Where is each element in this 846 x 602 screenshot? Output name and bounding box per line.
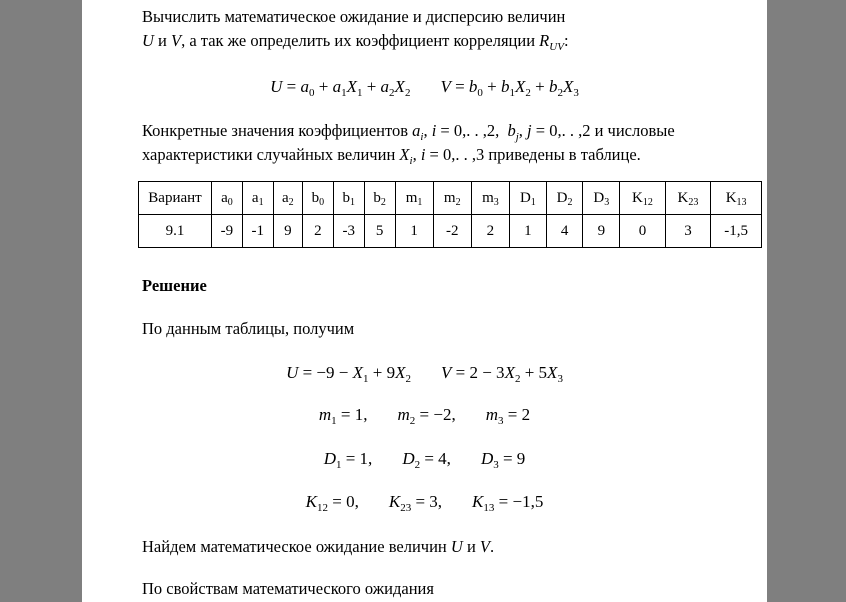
- header-b0: $b_0$: [303, 182, 334, 215]
- table-cell: 9: [273, 215, 302, 248]
- header-k23: $K_{23}$: [665, 182, 711, 215]
- find-expectation-text: Найдем математическое ожидание величин U и V.: [142, 537, 495, 556]
- equation-u-v-specific: $U = -9 - X_1 + 9X_2$ $V = 2 - 3X_2 + 5X_3$: [286, 363, 563, 385]
- header-b1: $b_1$: [333, 182, 364, 215]
- table-header-row: [139, 182, 762, 215]
- header-k13: $K_{13}$: [711, 182, 762, 215]
- table-cell: 2: [303, 215, 334, 248]
- characteristics-line: характеристики случайных величин $X_i$, i = 0,. . ,3 приведены в таблице.: [142, 145, 641, 167]
- parameters-table: [138, 181, 762, 248]
- header-variant: Вариант: [139, 182, 212, 215]
- header-m2: $m_2$: [433, 182, 471, 215]
- table-cell: 2: [471, 215, 509, 248]
- table-cell: -2: [433, 215, 471, 248]
- table-cell: -3: [333, 215, 364, 248]
- table-cell: 9.1: [139, 215, 212, 248]
- header-a1: $a_1$: [242, 182, 273, 215]
- table-cell: 0: [620, 215, 666, 248]
- equation-m-values: $m_1 = 1$, $m_2 = -2$, $m_3 = 2$: [318, 405, 531, 427]
- header-k12: $K_{12}$: [620, 182, 666, 215]
- header-d3: $D_3$: [583, 182, 620, 215]
- table-cell: 1: [395, 215, 433, 248]
- problem-line-2: U и V, а так же определить их коэффициент корреляции $R_{UV}$:: [142, 31, 569, 53]
- solution-heading: Решение: [142, 276, 207, 295]
- header-d1: $D_1$: [510, 182, 547, 215]
- table-cell: -1: [242, 215, 273, 248]
- table-cell: 4: [546, 215, 583, 248]
- table-cell: 1: [510, 215, 547, 248]
- header-d2: $D_2$: [546, 182, 583, 215]
- table-cell: 9: [583, 215, 620, 248]
- header-m1: $m_1$: [395, 182, 433, 215]
- coefficients-line: Конкретные значения коэффициентов $a_i$, i = 0,. . ,2, $b_j$, j = 0,. . ,2 и числовые: [142, 121, 675, 143]
- problem-line-1: Вычислить математическое ожидание и дисперсию величин: [142, 7, 566, 26]
- table-cell: -1,5: [711, 215, 762, 248]
- header-a0: $a_0$: [212, 182, 243, 215]
- header-b2: $b_2$: [364, 182, 395, 215]
- equation-k-values: $K_{12} = 0$, $K_{23} = 3$, $K_{13} = -1,5$: [305, 492, 544, 514]
- table-row: [139, 215, 762, 248]
- expectation-properties-text: По свойствам математического ожидания: [142, 579, 434, 598]
- table-cell: 5: [364, 215, 395, 248]
- document-page: [82, 0, 767, 602]
- header-m3: $m_3$: [471, 182, 509, 215]
- equation-u-v-general: $U = a_0 + a_1X_1 + a_2X_2$ $V = b_0 + b_1X_2 + b_2X_3$: [270, 77, 579, 99]
- table-cell: -9: [212, 215, 243, 248]
- equation-d-values: $D_1 = 1$, $D_2 = 4$, $D_3 = 9$: [323, 449, 526, 471]
- table-cell: 3: [665, 215, 711, 248]
- solution-intro: По данным таблицы, получим: [142, 319, 355, 338]
- header-a2: $a_2$: [273, 182, 302, 215]
